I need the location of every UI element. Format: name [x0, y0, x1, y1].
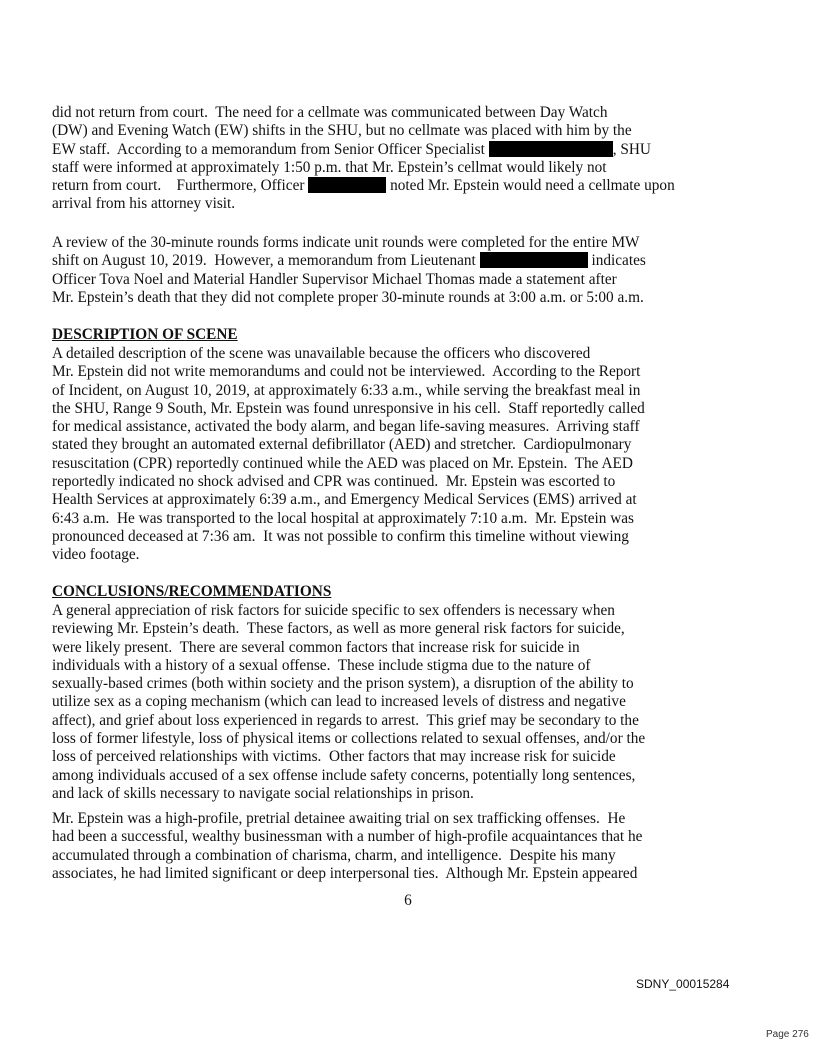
text-segment: shift on August 10, 2019. However, a memorandum from Lieutenant [52, 252, 480, 270]
text-line [52, 620, 792, 638]
section-heading [52, 326, 792, 344]
text-line [52, 602, 792, 620]
text-segment: of Incident, on August 10, 2019, at approximately 6:33 a.m., while serving the breakfast meal in [52, 381, 641, 399]
text-segment: had been a successful, wealthy businessman with a number of high-profile acquaintances that he [52, 828, 643, 846]
text-line [52, 345, 792, 363]
redaction-box [480, 252, 588, 268]
text-segment: individuals with a history of a sexual offense. These include stigma due to the nature of [52, 656, 591, 674]
text-segment: Mr. Epstein was a high-profile, pretrial detainee awaiting trial on sex trafficking offenses. He [52, 810, 626, 827]
text-line [52, 865, 792, 883]
text-line [52, 382, 792, 400]
text-segment: arrival from his attorney visit. [52, 195, 236, 213]
text-segment: accumulated through a combination of charisma, charm, and intelligence. Despite his many [52, 846, 616, 864]
text-line [52, 141, 792, 159]
text-line [52, 326, 792, 344]
text-segment: resuscitation (CPR) reportedly continued while the AED was placed on Mr. Epstein. The AED [52, 454, 633, 472]
text-segment: associates, he had limited significant or deep interpersonal ties. Although Mr. Epstein appeared [52, 864, 638, 882]
text-line [52, 730, 792, 748]
text-segment: CONCLUSIONS/RECOMMENDATIONS [52, 583, 332, 600]
text-segment: Officer Tova Noel and Material Handler Supervisor Michael Thomas made a statement after [52, 270, 617, 288]
paragraph [52, 602, 792, 803]
text-line [52, 289, 792, 307]
text-segment: video footage. [52, 546, 140, 564]
text-line [52, 400, 792, 418]
text-line [52, 510, 792, 528]
text-segment: EW staff. According to a memorandum from Senior Officer Specialist [52, 140, 489, 158]
text-line [52, 122, 792, 140]
bates-number: SDNY_00015284 [636, 977, 730, 991]
text-segment: did not return from court. The need for a cellmate was communicated between Day Watch [52, 104, 608, 121]
text-line [52, 473, 792, 491]
page-number: 6 [404, 892, 412, 909]
text-line [52, 693, 792, 711]
text-segment: sexually-based crimes (both within society and the prison system), a disruption of the ability to [52, 675, 634, 693]
text-line [52, 657, 792, 675]
text-line [52, 271, 792, 289]
text-segment: A detailed description of the scene was unavailable because the officers who discovered [52, 345, 591, 362]
text-line [52, 675, 792, 693]
text-line [52, 491, 792, 509]
text-line [52, 810, 792, 828]
text-line [52, 546, 792, 564]
text-segment: Health Services at approximately 6:39 a.m., and Emergency Medical Services (EMS) arrived at [52, 491, 637, 509]
text-segment: utilize sex as a coping mechanism (which can lead to increased levels of distress and negative [52, 693, 626, 711]
paragraph [52, 234, 792, 307]
text-segment: DESCRIPTION OF SCENE [52, 326, 238, 343]
text-line [52, 828, 792, 846]
text-segment: noted Mr. Epstein would need a cellmate upon [386, 177, 675, 195]
section-heading [52, 583, 792, 601]
page-label: Page 276 [766, 1029, 809, 1040]
text-line [52, 767, 792, 785]
text-line [52, 455, 792, 473]
text-segment: reportedly indicated no shock advised and CPR was continued. Mr. Epstein was escorted to [52, 473, 616, 491]
text-line [52, 418, 792, 436]
text-segment: affect), and grief about loss experienced in regards to arrest. This grief may be secondary to the [52, 711, 639, 729]
paragraph [52, 345, 792, 565]
text-segment: stated they brought an automated external defibrillator (AED) and stretcher. Cardiopulmonary [52, 436, 632, 454]
text-segment: A general appreciation of risk factors for suicide specific to sex offenders is necessary when [52, 602, 615, 619]
text-segment: Mr. Epstein did not write memorandums and could not be interviewed. According to the Report [52, 363, 641, 381]
text-segment: among individuals accused of a sex offense include safety concerns, potentially long sentences, [52, 766, 636, 784]
redaction-box [308, 177, 386, 193]
text-segment: pronounced deceased at 7:36 am. It was not possible to confirm this timeline without viewing [52, 527, 629, 545]
text-segment: loss of perceived relationships with victims. Other factors that may increase risk for suicide [52, 748, 616, 766]
text-segment: A review of the 30-minute rounds forms indicate unit rounds were completed for the entire MW [52, 234, 640, 251]
paragraph [52, 810, 792, 883]
text-segment: for medical assistance, activated the body alarm, and began life-saving measures. Arriving staff [52, 418, 640, 436]
text-segment: return from court. Furthermore, Officer [52, 177, 309, 195]
text-segment: (DW) and Evening Watch (EW) shifts in the SHU, but no cellmate was placed with him by the [52, 122, 632, 140]
text-line [52, 363, 792, 381]
text-segment: and lack of skills necessary to navigate social relationships in prison. [52, 784, 474, 802]
paragraph [52, 104, 792, 214]
text-segment: staff were informed at approximately 1:50 p.m. that Mr. Epstein’s cellmat would likely not [52, 158, 607, 176]
text-segment: Mr. Epstein’s death that they did not complete proper 30-minute rounds at 3:00 a.m. or 5:00 a.m. [52, 288, 644, 306]
text-line [52, 583, 792, 601]
text-segment: were likely present. There are several common factors that increase risk for suicide in [52, 638, 580, 656]
text-line [52, 639, 792, 657]
text-line [52, 195, 792, 213]
text-line [52, 847, 792, 865]
text-line [52, 234, 792, 252]
text-line [52, 528, 792, 546]
text-segment: , SHU [612, 140, 651, 158]
text-line [52, 748, 792, 766]
text-line [52, 159, 792, 177]
text-segment: the SHU, Range 9 South, Mr. Epstein was found unresponsive in his cell. Staff reportedly called [52, 399, 645, 417]
text-segment: loss of former lifestyle, loss of physical items or collections related to sexual offenses, and/or the [52, 730, 646, 748]
text-line [52, 104, 792, 122]
text-line [52, 785, 792, 803]
text-line [52, 177, 792, 195]
text-line [52, 436, 792, 454]
text-segment: reviewing Mr. Epstein’s death. These factors, as well as more general risk factors for suicide, [52, 620, 625, 638]
text-line [52, 712, 792, 730]
redaction-box [489, 141, 613, 157]
text-line [52, 252, 792, 270]
text-segment: indicates [587, 252, 646, 270]
text-segment: 6:43 a.m. He was transported to the local hospital at approximately 7:10 a.m. Mr. Epstein was [52, 509, 635, 527]
